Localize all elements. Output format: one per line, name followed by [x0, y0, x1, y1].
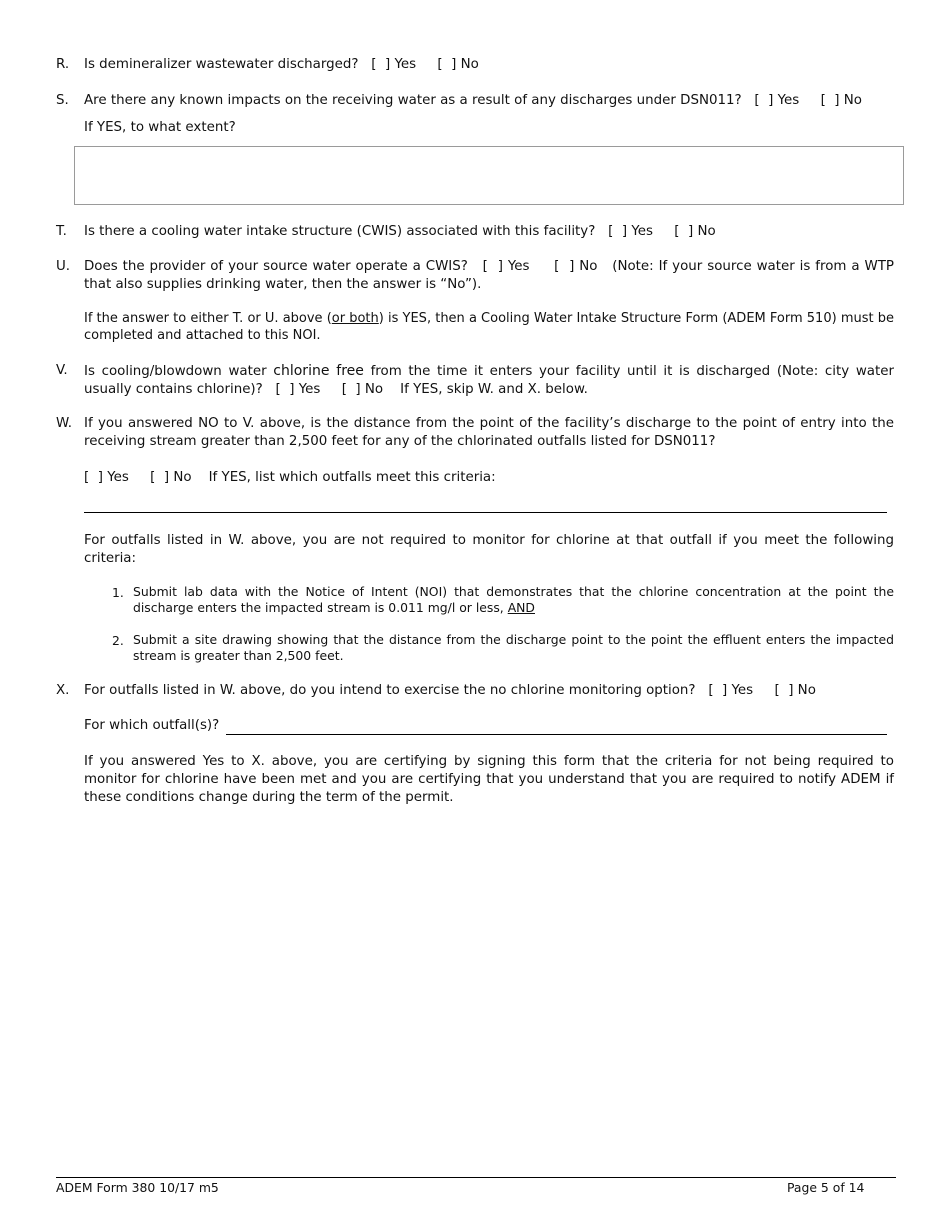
criteria-2-text: Submit a site drawing showing that the distance from the discharge point to the point the effluent enters the impacted stream is greater than 2,500 feet. [133, 632, 894, 663]
question-t-letter: T. [56, 224, 67, 239]
question-u-no-checkbox[interactable]: [ ] No [554, 259, 598, 274]
question-w-letter: W. [56, 416, 72, 431]
question-w-text: If you answered NO to V. above, is the distance from the point of the facility’s discharge to the point of entry into the receiving stream greater than 2,500 feet for any of the chlorinated outfalls listed for DSN011? [84, 416, 894, 449]
cwis-form-instruction [84, 310, 894, 344]
question-s-text: Are there any known impacts on the receiving water as a result of any discharges under DSN011? [84, 93, 742, 108]
question-s [84, 92, 894, 110]
question-x-letter: X. [56, 683, 70, 698]
question-u-note: (Note: If your source water is from a WTP that also supplies drinking water, then the answer is “No”). [84, 259, 894, 292]
question-w-paragraph: For outfalls listed in W. above, you are not required to monitor for chlorine at that outfall if you meet the following criteria: [84, 533, 894, 566]
question-x [84, 682, 894, 700]
question-t [84, 223, 894, 241]
question-r-text: Is demineralizer wastewater discharged? [84, 57, 359, 72]
which-outfalls-line[interactable] [226, 734, 887, 735]
question-s-letter: S. [56, 93, 69, 108]
question-x-yes-checkbox[interactable]: [ ] Yes [708, 683, 754, 698]
footer-divider [56, 1177, 896, 1178]
criteria-1-number: 1. [112, 585, 124, 600]
question-w-yes-checkbox[interactable]: [ ] Yes [84, 470, 129, 485]
cwis-instruction-part-1: If the answer to either T. or U. above ( [84, 311, 332, 326]
outfalls-list-line[interactable] [84, 512, 887, 513]
question-s-yes-checkbox[interactable]: [ ] Yes [754, 93, 800, 108]
criteria-1-text: Submit lab data with the Notice of Intent (NOI) that demonstrates that the chlorine concentration at the point the discharge enters the impacted stream is 0.011 mg/l or less, [133, 584, 894, 615]
question-u-letter: U. [56, 259, 71, 274]
extent-text-box[interactable] [74, 146, 904, 205]
question-v-letter: V. [56, 363, 68, 378]
question-v-yes-checkbox[interactable]: [ ] Yes [275, 382, 321, 397]
criteria-2-number: 2. [112, 633, 124, 648]
cwis-instruction-or-both: or both [331, 311, 379, 326]
certification-paragraph: If you answered Yes to X. above, you are certifying by signing this form that the criteria for not being required to monitor for chlorine have been met and you are certifying that you understand that you are required to notify ADEM if these conditions change during the term of the permit. [84, 754, 894, 805]
question-s-followup: If YES, to what extent? [84, 120, 236, 135]
question-t-no-checkbox[interactable]: [ ] No [674, 224, 716, 239]
criteria-1-and: AND [507, 600, 535, 615]
question-s-no-checkbox[interactable]: [ ] No [820, 93, 862, 108]
question-t-yes-checkbox[interactable]: [ ] Yes [608, 224, 653, 239]
question-x-text: For outfalls listed in W. above, do you intend to exercise the no chlorine monitoring option? [84, 683, 696, 698]
question-w-answer [84, 469, 894, 487]
question-x-no-checkbox[interactable]: [ ] No [774, 683, 816, 698]
question-r-no-checkbox[interactable]: [ ] No [437, 57, 479, 72]
footer-page-number: Page 5 of 14 [787, 1180, 865, 1195]
question-r-letter: R. [56, 57, 70, 72]
question-r [84, 56, 894, 74]
question-v [84, 362, 894, 399]
question-r-yes-checkbox[interactable]: [ ] Yes [371, 57, 417, 72]
criteria-1 [133, 584, 894, 616]
footer-form-id: ADEM Form 380 10/17 m5 [56, 1180, 219, 1195]
which-outfalls-label: For which outfall(s)? [84, 718, 220, 733]
question-v-skip-note: If YES, skip W. and X. below. [400, 382, 588, 397]
question-u [84, 258, 894, 294]
cwis-instruction-part-2: ) is YES, then a Cooling Water Intake Structure Form (ADEM Form 510) must be completed and attached to this NOI. [84, 311, 894, 343]
question-u-yes-checkbox[interactable]: [ ] Yes [482, 259, 530, 274]
question-v-text-part-1: Is cooling/blowdown water [84, 364, 274, 379]
question-t-text: Is there a cooling water intake structure (CWIS) associated with this facility? [84, 224, 596, 239]
question-v-no-checkbox[interactable]: [ ] No [341, 382, 384, 397]
question-v-chlorine-free: chlorine free [273, 363, 364, 379]
question-w-no-checkbox[interactable]: [ ] No [150, 470, 192, 485]
criteria-2 [133, 632, 894, 664]
question-v-text-part-2: from the time it enters your facility until it is discharged (Note: city water usually contains chlorine)? [84, 364, 895, 397]
question-w-list-prompt: If YES, list which outfalls meet this criteria: [208, 470, 496, 485]
question-u-text: Does the provider of your source water operate a CWIS? [84, 259, 468, 274]
